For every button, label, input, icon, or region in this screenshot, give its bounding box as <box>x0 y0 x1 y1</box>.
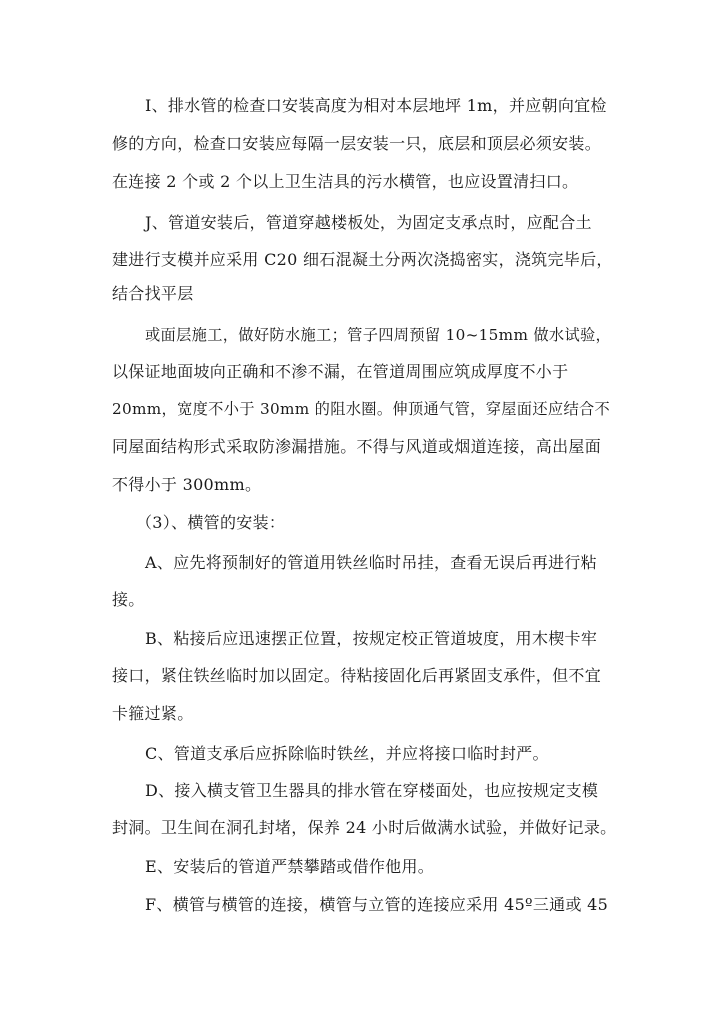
paragraph-k-line-4: 同屋面结构形式采取防渗漏措施。不得与风道或烟道连接，高出屋面 <box>112 437 602 456</box>
paragraph-d-line-1: D、接入横支管卫生器具的排水管在穿楼面处，也应按规定支模 <box>145 781 599 800</box>
paragraph-b-line-1: B、粘接后应迅速摆正位置，按规定校正管道坡度，用木楔卡牢 <box>145 629 598 648</box>
section-heading-3: （3）、横管的安装： <box>136 513 286 532</box>
paragraph-j-line-1: J、管道安装后，管道穿越楼板处，为固定支承点时，应配合土 <box>145 213 592 232</box>
paragraph-j-line-3: 结合找平层 <box>112 284 194 303</box>
paragraph-b-line-3: 卡箍过紧。 <box>112 704 194 723</box>
paragraph-a-line-1: A、应先将预制好的管道用铁丝临时吊挂，查看无误后再进行粘 <box>145 553 597 572</box>
paragraph-k-line-5: 不得小于 300mm。 <box>112 475 262 494</box>
paragraph-c-line-1: C、管道支承后应拆除临时铁丝，并应将接口临时封严。 <box>145 744 549 763</box>
paragraph-i-line-3: 在连接 2 个或 2 个以上卫生洁具的污水横管，也应设置清扫口。 <box>112 172 579 191</box>
paragraph-i-line-2: 修的方向，检查口安装应每隔一层安装一只，底层和顶层必须安装。 <box>112 134 602 153</box>
paragraph-a-line-2: 接。 <box>112 590 145 609</box>
paragraph-i-line-1: I、排水管的检查口安装高度为相对本层地坪 1m，并应朝向宜检 <box>145 96 607 115</box>
paragraph-k-line-3: 20mm，宽度不小于 30mm 的阻水圈。伸顶通气管，穿屋面还应结合不 <box>112 400 611 418</box>
paragraph-k-line-2: 以保证地面坡向正确和不渗不漏，在管道周围应筑成厚度不小于 <box>112 362 569 381</box>
paragraph-j-line-2: 建进行支模并应采用 C20 细石混凝土分两次浇捣密实，浇筑完毕后， <box>112 250 613 269</box>
paragraph-b-line-2: 接口，紧住铁丝临时加以固定。待粘接固化后再紧固支承件，但不宜 <box>112 666 602 685</box>
paragraph-k-line-1: 或面层施工，做好防水施工；管子四周预留 10~15mm 做水试验， <box>145 326 612 344</box>
paragraph-f-line-1: F、横管与横管的连接，横管与立管的连接应采用 45º三通或 45 <box>145 895 609 914</box>
paragraph-e-line-1: E、安装后的管道严禁攀踏或借作他用。 <box>145 857 435 876</box>
paragraph-d-line-2: 封洞。卫生间在洞孔封堵，保养 24 小时后做满水试验，并做好记录。 <box>112 818 617 837</box>
